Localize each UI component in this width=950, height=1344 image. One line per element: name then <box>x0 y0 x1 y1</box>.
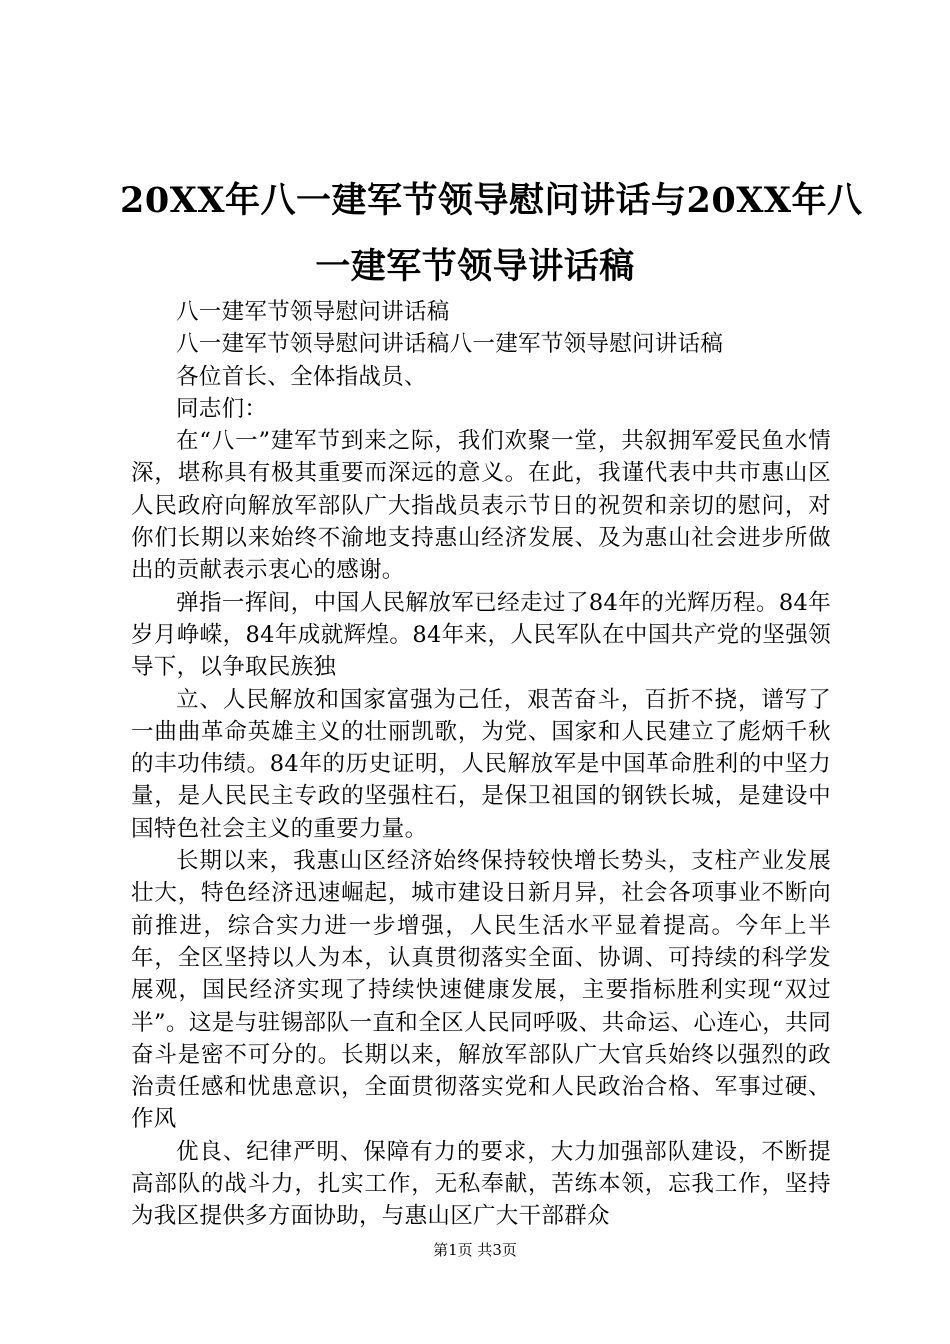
paragraph: 弹指一挥间，中国人民解放军已经走过了84年的光辉历程。84年岁月峥嵘，84年成就辉煌。84年来，人民军队在中国共产党的坚强领导下，以争取民族独 <box>131 589 831 681</box>
paragraph: 在“八一”建军节到来之际，我们欢聚一堂，共叙拥军爱民鱼水情深，堪称具有极其重要而深远的意义。在此，我谨代表中共市惠山区人民政府向解放军部队广大指战员表示节日的祝贺和亲切的慰问，对你们长期以来始终不渝地支持惠山经济发展、及为惠山社会进步所做出的贡献表示衷心的感谢。 <box>131 428 831 584</box>
paragraph-salutation: 各位首长、全体指战员、 <box>176 363 427 390</box>
paragraph-subheading: 八一建军节领导慰问讲话稿八一建军节领导慰问讲话稿 <box>176 331 724 358</box>
document-body <box>131 296 831 1233</box>
document-title <box>120 168 863 300</box>
title-line-2: 一建军节领导讲话稿 <box>315 246 635 287</box>
title-line-1: 20XX年八一建军节领导慰问讲话与20XX年八 <box>120 180 863 221</box>
paragraph: 长期以来，我惠山区经济始终保持较快增长势头，支柱产业发展壮大，特色经济迅速崛起，城市建设日新月异，社会各项事业不断向前推进，综合实力进一步增强，人民生活水平显着提高。今年上半年，全区坚持以人为本，认真贯彻落实全面、协调、可持续的科学发展观，国民经济实现了持续快速健康发展，主要指标胜利实现“双过半”。这是与驻锡部队一直和全区人民同呼吸、共命运、心连心，共同奋斗是密不可分的。长期以来，解放军部队广大官兵始终以强烈的政治责任感和忧患意识，全面贯彻落实党和人民政治合格、军事过硬、作风 <box>131 848 831 1133</box>
page-footer: 第1页 共3页 <box>433 1241 517 1259</box>
paragraph-heading: 八一建军节领导慰问讲话稿 <box>176 299 450 325</box>
paragraph: 优良、纪律严明、保障有力的要求，大力加强部队建设，不断提高部队的战斗力，扎实工作，无私奉献，苦练本领，忘我工作，坚持为我区提供多方面协助，与惠山区广大干部群众 <box>131 1138 831 1230</box>
paragraph-greeting: 同志们： <box>176 395 268 422</box>
paragraph: 立、人民解放和国家富强为己任，艰苦奋斗，百折不挠，谱写了一曲曲革命英雄主义的壮丽凯歌，为党、国家和人民建立了彪炳千秋的丰功伟绩。84年的历史证明，人民解放军是中国革命胜利的中坚力量，是人民民主专政的坚强柱石，是保卫祖国的钢铁长城，是建设中国特色社会主义的重要力量。 <box>131 686 831 842</box>
